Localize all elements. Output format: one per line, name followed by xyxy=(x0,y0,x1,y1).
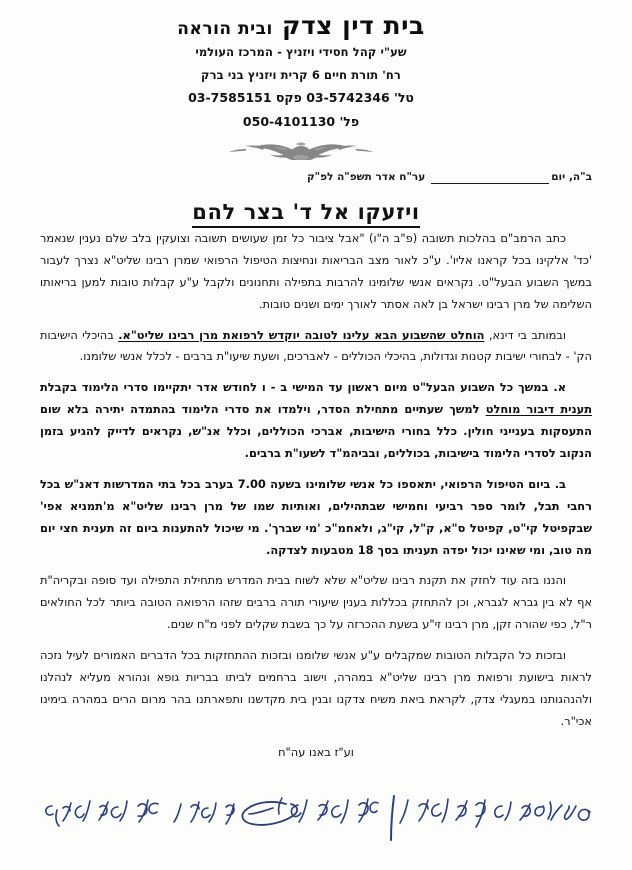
organization-mobile: פל' 050-4101130 xyxy=(242,113,360,129)
section-b-label: ב. xyxy=(554,476,566,491)
decision-highlight-text: הוחלט שהשבוע הבא עלינו לטובה יוקדש לרפואת מרן רבינו שליט"א. xyxy=(118,327,485,342)
organization-affiliation: שע"י קהל חסידי ויזניץ - המרכז העולמי xyxy=(195,45,407,60)
section-b xyxy=(40,474,592,562)
dateline-blank-rule xyxy=(431,170,549,184)
paragraph-blessing-text: ובזכות כל הקבלות הטובות שמקבלים ע"ע אנשי שלומנו ובזכות ההתחזקות בכל הדברים האמורים לעיל נזכה לראות בישועת ורפואת מרן רבינו שליט"א במהרה, וישוב ברחמים לביתו בבריות גופא ונהורא מעליא לנהלנו ולהנהגותנו במעגלי צדק, לקראת ביאת משיח צדקנו ובנין בית מקדשנו ותפארתנו בהר מרום הרים במהרה בימינו אכי"ר. xyxy=(40,648,592,728)
document-title xyxy=(0,200,632,224)
section-a-part-one: במשך כל השבוע הבעל"ט מיום ראשון עד המישי ב - ו לחודש אדר יתקיימו סדרי הלימוד בקבלת xyxy=(40,380,549,395)
dateline xyxy=(40,170,592,184)
section-a-part-two: למשך שעתיים מתחילת הסדר, וילמדו את סדרי הלימוד בהתמדה יתירה בלא שום התעסקות בענייני חולין. כלל בחורי הישיבות, אברכי הכוללים, וכלל אנ"ש, נקראים לדייק להגיע בזמן הנקוב לסדרי הלימוד בישיבות, בכוללים, ובביהמ"ד לשעו"ת ברבים. xyxy=(40,402,592,461)
document-title-text: ויזעקו אל ד' בצר להם xyxy=(192,200,419,228)
paragraph-synagogue-conduct xyxy=(40,570,592,636)
organization-phone: טל' 03-5742346 פקס 03-7585151 xyxy=(188,90,414,106)
organization-name xyxy=(0,10,602,41)
decision-rest-text: בהיכלי הישיבות הק' - לבחורי ישיבות קטנות וגדולות, בהיכלי הכוללים - לאברכים, ושעת שיעו"ת ברבים - לכלל אנשי שלומנו. xyxy=(40,327,592,364)
section-b-text: ביום הטיפול הרפואי, יתאספו כל אנשי שלומינו בשעה 7.00 בערב בכל בתי המדרשות דאנ"ש בכל רחבי תבל, לומר ספר רביעי וחמישי שבתהילים, ואותיות שמו של מרן רבינו שליט"א מ'תמניא אפי' שבקפיטל קי"ט, קפיטל ס"א, ק"ל, קי"ג, ולאחמ"כ 'מי שברך'. מי שיכול להתענות ביום זה תענית חצי יום מה טוב, ומי שאינו יכול יפדה תעניתו בסך 18 מטבעות לצדקה. xyxy=(40,476,592,557)
org-name-suffix: ובית הוראה xyxy=(177,19,273,39)
paragraph-blessing xyxy=(40,645,592,733)
closing-line-text: וע"ז באנו עה"ח xyxy=(278,744,354,759)
paragraph-intro-text: כתב הרמב"ם בהלכות תשובה (פ"ב ה"ו) "אבל ציבור כל זמן שעושים תשובה וצועקין בלב שלם נענין שנאמר 'כד' אלקינו בכל קראנו אליו'. ע"כ לאור מצב הבריאות ונחיצות הטיפול הרפואי שמרן רבינו שליט"א נצרך לעבור במשך השבוע הבעל"ט. נקראים אנשי שלומינו להרבות בתפילה ותחנונים ולקבל ע"ע קבלות טובות למען בריאותו השלימה של מרן רבינו ישראל בן לאה אסתר לאורך ימים ושנים טובות. xyxy=(40,231,592,311)
paragraph-synagogue-conduct-text: והננו בזה עוד לחזק את תקנת רבינו שליט"א שלא לשוח בבית המדרש מתחילת התפילה ועד סופה ובקריה"ת אף לא בין גברא לגברא, וכן להתחזק בכללות בענין שיעורי תורה ברבים שזהו הרפואה הטובה ביותר לכל החולאים ר"ל, כפי שהורה זקן, מרן רבינו זי"ע בשעת ההכרזה על כך בשבת שקלים לפני מ"ח שנים. xyxy=(40,573,592,632)
paragraph-intro xyxy=(40,228,592,316)
section-a xyxy=(40,377,592,465)
signature-block xyxy=(30,786,602,856)
organization-address: רח' תורת חיים 6 קרית ויזניץ בני ברק xyxy=(201,67,401,82)
paragraph-decision xyxy=(40,325,592,369)
section-a-underlined-phrase: תענית דיבור מוחלט xyxy=(485,402,593,417)
floral-flourish-ornament xyxy=(216,136,386,162)
closing-line xyxy=(40,742,592,764)
letterhead xyxy=(0,10,632,162)
handwritten-signatures xyxy=(30,786,602,856)
dateline-bh-prefix: ב"ה, יום xyxy=(551,171,592,183)
org-name-main: בית דין צדק xyxy=(282,11,425,40)
dateline-hebrew-date: ער"ח אדר תשפ"ה לפ"ק xyxy=(306,171,426,183)
decision-lead-text: ובמותב בי דינא, xyxy=(488,327,566,342)
document-body xyxy=(40,228,592,773)
section-a-label: א. xyxy=(553,380,566,395)
